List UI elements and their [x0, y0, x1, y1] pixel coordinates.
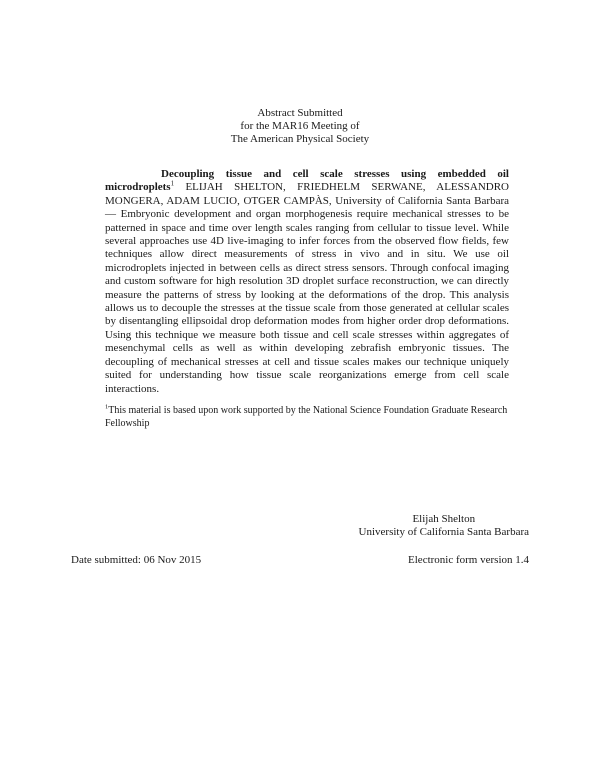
abstract-title: Decoupling tissue and cell scale stresses using embedded oil microdroplets — [105, 168, 509, 194]
abstract-authors: ELIJAH SHELTON, FRIEDHELM SERWANE, ALESSANDRO MONGERA, ADAM LUCIO, OTGER CAMPÀS, University of California Santa Barbara — [105, 181, 509, 207]
footnote-mark: 1 — [105, 403, 109, 411]
submission-header — [0, 107, 600, 146]
header-line-society: The American Physical Society — [230, 133, 370, 145]
header-line-meeting: for the MAR16 Meeting of — [240, 120, 360, 132]
form-version: Electronic form version 1.4 — [408, 554, 529, 566]
abstract-body: — Embryonic development and organ morphogenesis require mechanical stresses to be patterned in space and time over length scales ranging from cellular to tissue level. While several approaches use 4D live-imaging to infer forces from the observed flow fields, few techniques allow direct measurements of stress in vivo and in situ. We use oil microdroplets injected in between cells as direct stress sensors. Through confocal imaging and custom software for high resolution 3D droplet surface reconstruction, we can directly measure the patterns of stress by looking at the deformations of the drop. This analysis allows us to decouple the stresses at the tissue scale from those generated at cellular scales by disentangling ellipsoidal drop deformation modes from higher order drop deformations. Using this technique we measure both tissue and cell scale stresses within aggregates of mesenchymal cells as well as within developing zebrafish embryonic tissues. The decoupling of mechanical stresses at cell and tissue scales makes our technique uniquely suited for understanding how tissue scale reorganizations emerge from cell scale interactions. — [105, 208, 509, 395]
author-name: Elijah Shelton — [412, 513, 476, 525]
footnote — [105, 405, 509, 430]
header-line-abstract-submitted: Abstract Submitted — [257, 107, 343, 119]
abstract-paragraph — [105, 168, 509, 396]
abstract-footnote-mark: 1 — [170, 179, 175, 188]
footnote-text: This material is based upon work supported by the National Science Foundation Graduate Research Fellowship — [105, 405, 508, 429]
date-submitted: Date submitted: 06 Nov 2015 — [71, 554, 202, 566]
author-block — [359, 513, 529, 540]
author-affiliation: University of California Santa Barbara — [358, 526, 529, 539]
